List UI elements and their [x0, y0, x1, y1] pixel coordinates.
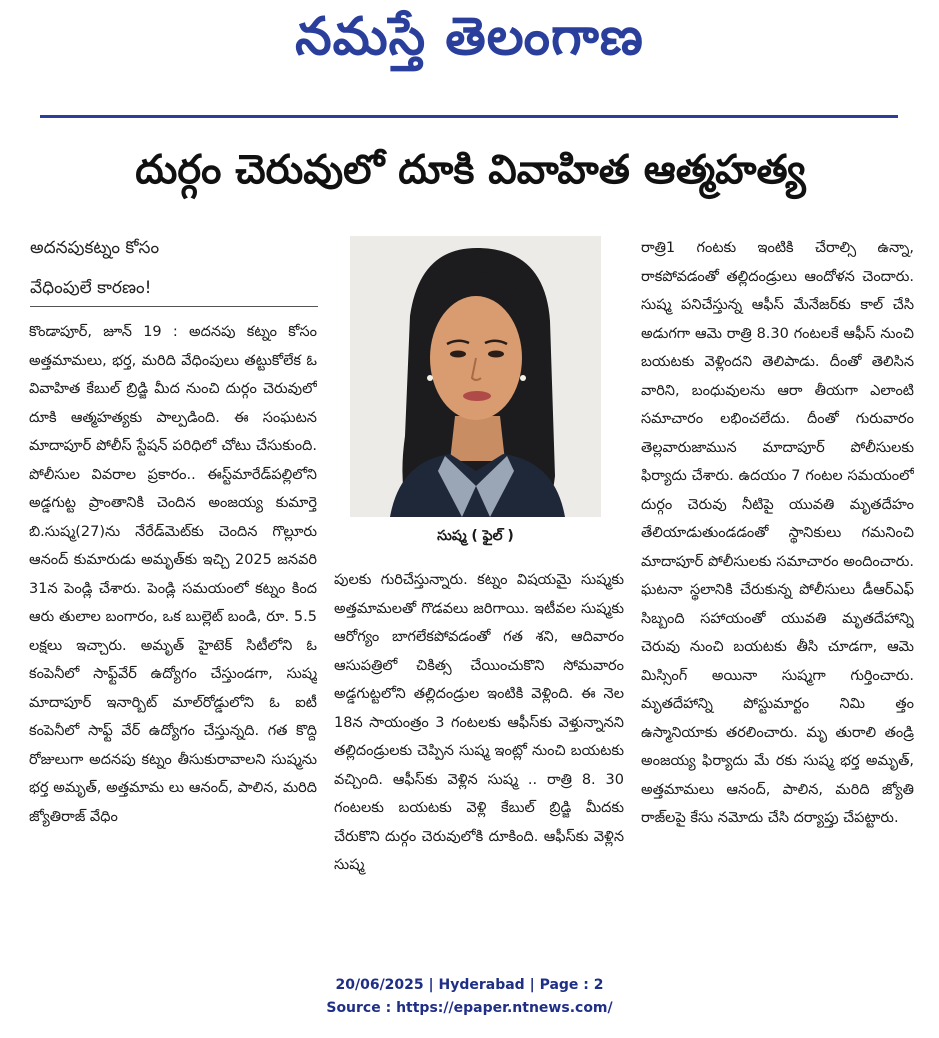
- edition-info: 20/06/2025 | Hyderabad | Page : 2: [335, 977, 604, 993]
- article-column-2: పులకు గురిచేస్తున్నారు. కట్నం విషయమై సుష్మకు అత్తమామలతో గొడవలు జరిగాయి. ఇటీవల సుష్మకు ఆరోగ్యం బాగలేకపోవడంతో గత శని, ఆదివారం ఆసుపత్రిలో చికిత్స చేయించుకొని సోమవారం అడ్డగుట్టలోని తల్లిదండ్రుల ఇంటికి వెళ్లింది. ఈ నెల 18న సాయంత్రం 3 గంటలకు ఆఫీస్‌కు వెళ్తున్నానని తల్లిదండ్రులకు చెప్పిన సుష్మ ఇంట్లో నుంచి బయటకు వచ్చింది. ఆఫీస్‌కు వెళ్లిన సుష్మ .. రాత్రి 8. 30 గంటలకు బయటకు వెళ్లి కేబుల్ బ్రిడ్జి మీదకు చేరుకొని దుర్గం చెరువులోకి దూకింది. ఆఫీస్‌కు వెళ్లిన సుష్మ: [334, 572, 624, 873]
- photo-caption: సుష్మ ( ఫైల్ ): [437, 528, 514, 544]
- subheadline-line-2: వేధింపులే కారణం!: [30, 278, 152, 298]
- article-column-3: రాత్రి1 గంటకు ఇంటికి చేరాల్సి ఉన్నా, రాకపోవడంతో తల్లిదండ్రులు ఆందోళన చెందారు. సుష్మ పనిచేస్తున్న ఆఫీస్ మేనేజర్‌కు కాల్ చేసి అడుగగా ఆమె రాత్రి 8.30 గంటలకే ఆఫీస్ నుంచి బయటకు వెళ్లిందని తెలిపాడు. దీంతో తెలిసిన వారిని, బంధువులను ఆరా తీయగా ఎలాంటి సమాచారం లభించలేదు. దీంతో గురువారం తెల్లవారుజామున మాదాపూర్ పోలీసులకు ఫిర్యాదు చేశారు. ఉదయం 7 గంటల సమయంలో దుర్గం చెరువు నీటిపై యువతి మృతదేహం తేలియాడుతుండడంతో స్థానికులు గమనించి మాదాపూర్ పోలీసులకు సమాచారం అందించారు. ఘటనా స్థలానికి చేరుకున్న పోలీసులు డీఆర్‌ఎఫ్ సిబ్బంది సహాయంతో యువతి మృతదేహాన్ని చెరువు నుంచి బయటకు తీసి చూడగా, ఆమె మిస్సింగ్ అయినా సుష్మగా గుర్తించారు. మృతదేహాన్ని పోస్టుమార్టం నిమి త్తం ఉస్మానియాకు తరలించారు. మృ తురాలి తండ్రి అంజయ్య ఫిర్యాదు మే రకు సుష్మ భర్త అమృత్, అత్తమామలు ఆనంద్, పాలిన, మరిది జ్యోతి రాజ్‌లపై కేసు నమోదు చేసి దర్యాప్తు చేపట్టారు.: [641, 240, 914, 826]
- source-link[interactable]: Source : https://epaper.ntnews.com/: [326, 1000, 613, 1016]
- article-column-1: కొండాపూర్, జూన్ 19 : అదనపు కట్నం కోసం అత్తమామలు, భర్త, మరిది వేధింపులు తట్టుకోలేక ఓ వివాహిత కేబుల్ బ్రిడ్జి మీద నుంచి దుర్గం చెరువులో దూకి ఆత్మహత్యకు పాల్పడింది. ఈ సంఘటన మాదాపూర్ పోలీస్ స్టేషన్ పరిధిలో చోటు చేసుకుంది. పోలీసుల వివరాల ప్రకారం.. ఈస్ట్‌మారేడ్‌పల్లిలోని అడ్డగుట్ట ప్రాంతానికి చెందిన అంజయ్య కుమార్తె బి.సుష్మ(27)ను నేరేడ్‌మెట్‌కు చెందిన గొల్లూరు ఆనంద్ కుమారుడు అమృత్‌కు ఇచ్చి 2025 జనవరి 31న పెండ్లి చేశారు. పెండ్లి సమయంలో కట్నం కింద ఆరు తులాల బంగారం, ఒక బుల్లెట్ బండి, రూ. 5.5 లక్షలు ఇచ్చారు. అమృత్ హైటెక్ సిటీలోని ఓ కంపెనీలో సాఫ్ట్‌వేర్ ఉద్యోగం చేస్తుండగా, సుష్మ మాదాపూర్ ఇనార్బిట్ మాల్‌రోడ్డులోని ఓ ఐటీ కంపెనీలో సాఫ్ట్ వేర్ ఉద్యోగం చేస్తున్నది. గత కొద్ది రోజులుగా అదనపు కట్నం తీసుకురావాలని సుష్మను భర్త అమృత్, అత్తమామ లు ఆనంద్, పాలిన, మరిది జ్యోతిరాజ్ వేధిం: [29, 324, 317, 825]
- article-headline: దుర్గం చెరువులో దూకి వివాహిత ఆత్మహత్య: [135, 147, 806, 193]
- subheadline-line-1: అదనపుకట్నం కోసం: [30, 238, 160, 258]
- masthead-divider: [40, 115, 898, 118]
- subheadline-underline: [30, 306, 318, 307]
- portrait-image: [350, 236, 601, 517]
- victim-photo: [350, 236, 601, 517]
- newspaper-masthead: నమస్తే తెలంగాణ: [295, 6, 644, 67]
